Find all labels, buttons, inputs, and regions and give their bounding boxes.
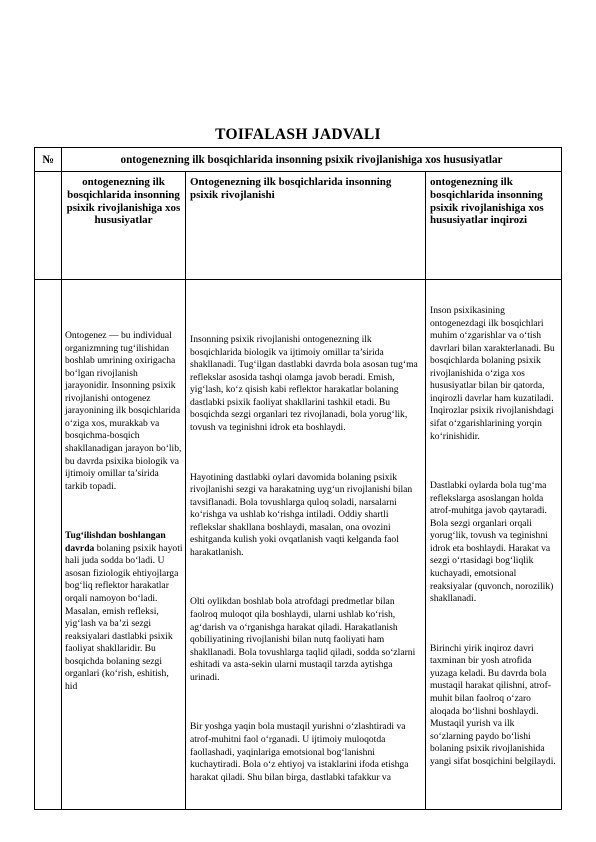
empty-number-cell [35,280,62,810]
development-paragraph: Bir yoshga yaqin bola mustaqil yurishni o‘zlashtiradi va atrof-muhitni faol o‘rganadi. U ijtimoiy muloqotda faollashadi, yaqinlariga emotsional bog‘lanishni kuchaytiradi. Bola o‘z ehtiyoj va istaklarini ifoda etishga harakat qiladi. Shu bilan birga, dastlabki tafakkur va [190,721,411,783]
crisis-paragraph: Birinchi yirik inqiroz davri taxminan bir yosh atrofida yuzaga keladi. Bu davrda bola mustaqil harakat qilishni, atrof-muhit bilan faolroq o‘zaro aloqada bo‘lishni boshlaydi. Mustaqil yurish va ilk so‘zlarning paydo bo‘lishi bolaning psixik rivojlanishida yangi sifat bosqichini belgilaydi. [430,642,556,767]
crisis-paragraph: Inson psixikasining ontogenezdagi ilk bosqichlari muhim o‘zgarishlar va o‘tish davrlari bilan xarakterlanadi. Bu bosqichlarda bolaning psixik rivojlanishida o‘ziga xos hususiyatlar bilan bir qatorda, inqirozli davrlar ham kuzatiladi. Inqirozlar psixik rivojlanishdagi sifat o‘zgarishlarining yorqin ko‘rinishidir. [430,305,558,442]
number-header: № [35,148,62,172]
features-paragraph: Ontogenez — bu individual organizmning tug‘ilishidan boshlab umrining oxirigacha bo‘lgan rivojlanish jarayonidir. Insonning psixik rivojlanishi ontogenez jarayonining ilk bosqichlarida o‘ziga xos, murakkab va bosqichma-bosqich shakllanadigan jarayon bo‘lib, bu davrda psixika biologik va ijtimoiy omillar ta’sirida tarkib topadi. [65,330,184,492]
development-paragraph: Hayotining dastlabki oylari davomida bolaning psixik rivojlanishi sezgi va harakatning uyg‘un rivojlanishi bilan tavsiflanadi. Bola tovushlarga quloq soladi, narsalarni ko‘rishga va ushlab ko‘rishga intiladi. Oddiy shartli reflekslar shakllana boshlaydi, masalan, ona ovozini eshitganda kulish yoki ovqatlanish vaqti kelganda faol harakatlanish. [190,471,415,558]
features-paragraph-text: bolaning psixik hayoti hali juda sodda bo‘ladi. U asosan fiziologik ehtiyojlarga bog‘liq reflektor harakatlar orqali namoyon bo‘ladi. Masalan, emish refleksi, yig‘lash va ba’zi sezgi reaksiyalari dastlabki psixik faoliyat shakllaridir. Bu bosqichda bolaning sezgi organlari (ko‘rish, eshitish, hid [65,542,185,692]
subheader-crisis: ontogenezning ilk bosqichlarida insonning psixik rivojlanishiga xos hususiyatlar inqirozi [426,172,562,280]
features-paragraph [65,530,183,693]
development-paragraph: Olti oylikdan boshlab bola atrofdagi predmetlar bilan faolroq muloqot qila boshlaydi, ularni ushlab ko‘rish, ag‘darish va o‘rganishga harakat qiladi. Harakatlanish qobiliyatining rivojlanishi bilan nutq faoliyati ham shakllanadi. Bola tovushlarga taqlid qiladi, sodda so‘zlarni eshitadi va asta-sekin ularni mustaqil tarzda aytishga urinadi. [190,596,418,683]
development-cell [186,280,426,810]
development-paragraph: Insonning psixik rivojlanishi ontogenezning ilk bosqichlarida biologik va ijtimoiy omillar ta’sirida shakllanadi. Tug‘ilgan dastlabki davrda bola asosan tug‘ma reflekslar asosida tashqi olamga javob beradi. Emish, yig‘lash, ko‘z qisish kabi reflektor harakatlar bolaning dastlabki psixik faoliyat shakllarini tashkil etadi. Bu bosqichda sezgi organlari tez rivojlanadi, bola yorug‘lik, tovush va teginishni idrok eta boshlaydi. [190,334,421,433]
features-cell [62,280,186,810]
crisis-cell [426,280,562,810]
subheader-features: ontogenezning ilk bosqichlarida insonning psixik rivojlanishiga xos hususiyatlar [62,172,186,280]
subheader-development: Ontogenezning ilk bosqichlarida insonning psixik rivojlanishi [186,172,426,280]
features-bold-lead: Tug‘ilishdan boshlangan davrda [65,530,169,554]
page-title: TOIFALASH JADVALI [215,126,381,143]
empty-number-cell [35,172,62,280]
classification-table [34,147,562,810]
span-header: ontogenezning ilk bosqichlarida insonning psixik rivojlanishiga xos hususiyatlar [62,148,562,172]
crisis-paragraph: Dastlabki oylarda bola tug‘ma reflekslarga asoslangan holda atrof-muhitga javob qaytaradi. Bola sezgi organlari orqali yorug‘lik, tovush va teginishni idrok eta boshlaydi. Harakat va sezgi o‘rtasidagi bog‘liqlik kuchayadi, emotsional reaksiyalar (quvonch, norozilik) shakllanadi. [430,480,556,605]
